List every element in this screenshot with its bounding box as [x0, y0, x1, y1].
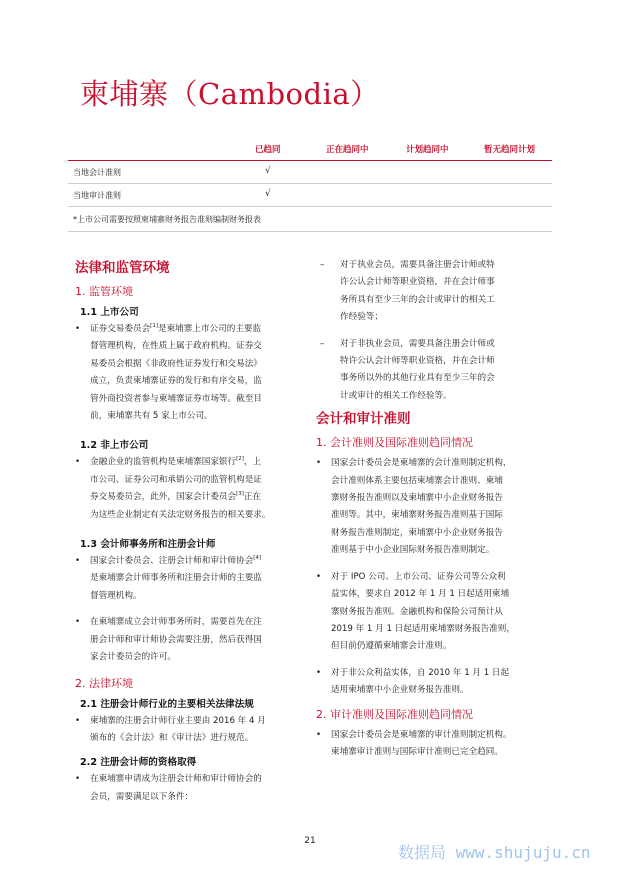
text-line: 益实体，要求自 2012 年 1 月 1 日起适用柬埔 [331, 589, 510, 600]
bullet-marker: • [75, 556, 81, 567]
heading-qualification: 2.2 注册会计师的资格取得 [80, 757, 197, 769]
text-line: 2019 年 1 月 1 日起适用柬埔寨财务报告准则， [331, 623, 515, 634]
bullet-marker: • [75, 774, 81, 785]
text-line: 财务报告准则制定，柬埔寨中小企业财务报告 [331, 527, 503, 538]
table-note: *上市公司需要按照柬埔寨财务报告准则编制财务报表 [73, 215, 261, 224]
text-line: 颁布的《会计法》和《审计法》进行规范。 [90, 732, 254, 743]
header-planned: 计划趋同中 [406, 145, 449, 155]
text-line: 寨财务报告准则以及柬埔寨中小企业财务报告 [331, 493, 503, 504]
text-line: 柬埔寨审计准则与国际审计准则已完全趋同。 [331, 746, 503, 757]
text-run: 证券交易委员会 [90, 324, 151, 334]
bullet-marker: • [75, 715, 81, 726]
bullet-marker: • [316, 729, 322, 740]
text-line: 对于非执业会员，需要具备注册会计师或 [340, 338, 495, 349]
row-label: 当地会计准则 [73, 168, 121, 177]
subsection-accounting: 1. 会计准则及国际准则趋同情况 [316, 436, 473, 450]
text-run: 是柬埔寨上市公司的主要监 [157, 324, 262, 334]
text-line: 务所具有至少三年的会计或审计的相关工 [340, 294, 495, 305]
right-column [316, 257, 560, 761]
footnote-ref: [2] [236, 456, 244, 463]
bullet-marker: • [316, 667, 322, 678]
page-number: 21 [304, 836, 316, 846]
heading-laws: 2.1 注册会计师行业的主要相关法律法规 [80, 698, 254, 710]
text-line: 会计准则体系主要包括柬埔寨会计准则、柬埔 [331, 475, 503, 486]
text-line: 市公司、证券公司和承销公司的监管机构是证 [90, 474, 262, 485]
subsection-regulatory: 1. 监管环境 [75, 285, 133, 298]
text-line: 特许公认会计师等职业资格，并在会计师 [340, 356, 495, 367]
subsection-auditing: 2. 审计准则及国际准则趋同情况 [316, 707, 473, 721]
footnote-ref: [1] [150, 323, 158, 329]
convergence-table [68, 138, 552, 232]
text-line: 国家会计委员会是柬埔寨的会计准则制定机构， [331, 458, 512, 469]
bullet-marker: • [75, 617, 81, 628]
text-line: 事务所以外的其他行业具有至少三年的会 [340, 373, 495, 384]
text-line: 易委员会根据《非政府性证券发行和交易法》 [90, 358, 262, 369]
bullet-item [316, 665, 560, 700]
dash-marker: – [320, 338, 325, 349]
text-line: 准则基于中小企业国际财务报告准则制定。 [331, 545, 495, 556]
bullet-item [316, 569, 560, 656]
heading-firms-cpas: 1.3 会计师事务所和注册会计师 [80, 539, 216, 551]
text-line: 管外商投资者参与柬埔寨证券市场等。截至目 [90, 393, 262, 404]
text-line: 作经验等； [340, 312, 383, 323]
text-line: 册会计师和审计师协会需要注册，然后获得国 [90, 634, 262, 645]
text-line: 柬埔寨的注册会计师行业主要由 2016 年 4 月 [90, 715, 266, 726]
footnote-ref: [4] [253, 555, 262, 562]
text-line: 督管理机构，在性质上属于政府机构。证券交 [90, 341, 262, 352]
bullet-item [75, 553, 313, 605]
text-line: 计或审计的相关工作经验等。 [340, 390, 452, 401]
text-run: 金融企业的监管机构是柬埔寨国家银行 [90, 457, 237, 468]
check-mark: √ [265, 166, 271, 176]
check-mark: √ [265, 189, 271, 199]
watermark: 数据局 www.shujuju.cn [398, 843, 591, 862]
bullet-item [75, 321, 313, 425]
text-line: 适用柬埔寨中小企业财务报告准则。 [331, 685, 469, 696]
bullet-marker: • [75, 457, 81, 468]
bullet-item [75, 771, 313, 806]
footnote-ref: [3] [236, 491, 244, 498]
page-title: 柬埔寨（Cambodia） [80, 77, 380, 111]
row-label: 当地审计准则 [73, 191, 121, 200]
bullet-marker: • [75, 324, 81, 334]
bullet-marker: • [316, 458, 322, 469]
table-row [68, 161, 552, 184]
section-title-standards: 会计和审计准则 [316, 411, 411, 428]
text-line: 在柬埔寨申请成为注册会计师和审计师协会的 [90, 774, 262, 785]
text-line: 会员，需要满足以下条件： [90, 791, 194, 802]
dash-item [316, 257, 560, 327]
table-header [68, 138, 552, 161]
bullet-item [316, 727, 560, 762]
text-line: 成立，负责柬埔寨证券的发行和有序交易，监 [90, 376, 262, 387]
header-converged: 已趋同 [255, 145, 281, 155]
text-line: 但目前仍遵循柬埔寨会计准则。 [331, 641, 452, 652]
subsection-legal: 2. 法律环境 [75, 676, 133, 690]
header-converging: 正在趋同中 [326, 145, 369, 155]
left-column [75, 257, 313, 806]
table-note-row [68, 207, 552, 232]
text-line: 对于 IPO 公司、上市公司、证券公司等公众利 [331, 571, 506, 582]
text-run: 正在 [243, 492, 262, 503]
text-line: 国家会计委员会是柬埔寨的审计准则制定机构。 [331, 729, 512, 740]
text-line: 家会计委员会的许可。 [90, 652, 176, 663]
heading-non-listed: 1.2 非上市公司 [80, 440, 149, 452]
bullet-item [75, 614, 313, 666]
bullet-item [316, 455, 560, 559]
dash-marker: – [320, 260, 325, 270]
text-line: 对于执业会员，需要具备注册会计师或特 [340, 260, 495, 270]
bullet-item [75, 454, 313, 524]
text-line: 许公认会计师等职业资格，并在会计师事 [340, 277, 495, 288]
bullet-marker: • [316, 571, 322, 582]
table-row [68, 184, 552, 207]
text-run: 国家会计委员会、注册会计师和审计师协会 [90, 556, 254, 567]
bullet-item [75, 713, 313, 748]
heading-listed: 1.1 上市公司 [80, 307, 139, 318]
text-line: 寨财务报告准则。金融机构和保险公司预计从 [331, 606, 503, 617]
text-line: 在柬埔寨成立会计师事务所时，需要首先在注 [90, 617, 262, 628]
text-line: 前，柬埔寨共有 5 家上市公司。 [90, 411, 213, 422]
text-line: 是柬埔寨会计师事务所和注册会计师的主要监 [90, 573, 262, 584]
section-title-legal: 法律和监管环境 [75, 260, 170, 276]
text-line: 准则等。其中，柬埔寨财务报告准则基于国际 [331, 510, 503, 521]
header-no-plan: 暂无趋同计划 [484, 145, 536, 155]
text-run: 券交易委员会，此外，国家会计委员会 [90, 492, 237, 503]
text-run: ，上 [243, 457, 262, 468]
text-line: 对于非公众利益实体，自 2010 年 1 月 1 日起 [331, 667, 510, 678]
text-line: 督管理机构。 [90, 590, 142, 601]
dash-item [316, 336, 560, 406]
text-line: 为这些企业制定有关法定财务报告的相关要求。 [90, 509, 271, 520]
